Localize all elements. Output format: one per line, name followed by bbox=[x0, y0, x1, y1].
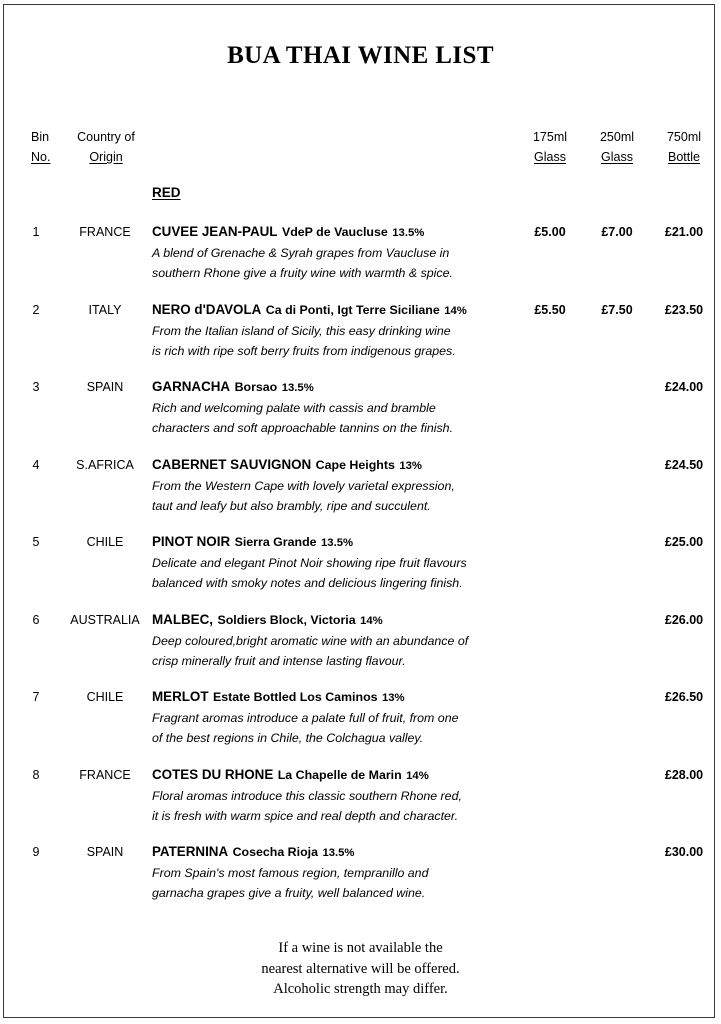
wine-producer: Borsao bbox=[234, 380, 278, 394]
wine-description-line-2: crisp minerally fruit and intense lasting flavour. bbox=[152, 653, 406, 668]
wine-bin-number: 1 bbox=[32, 225, 40, 239]
wine-description-line-1: From the Western Cape with lovely varietal expression, bbox=[152, 478, 455, 493]
table-row bbox=[0, 687, 721, 765]
wine-country: FRANCE bbox=[79, 225, 131, 239]
wine-price-750ml: £28.00 bbox=[664, 767, 704, 782]
wine-country: FRANCE bbox=[79, 767, 131, 782]
wine-description-line-1: From Spain's most famous region, tempranillo and bbox=[152, 866, 429, 880]
wine-name bbox=[152, 610, 497, 631]
wine-price-750ml: £24.00 bbox=[664, 380, 704, 394]
wine-description-line-2: is rich with ripe soft berry fruits from indigenous grapes. bbox=[152, 343, 456, 358]
column-header-country bbox=[56, 127, 156, 167]
column-header-750ml-serving: Bottle bbox=[668, 150, 700, 164]
wine-description-line-2: of the best regions in Chile, the Colchagua valley. bbox=[152, 731, 424, 745]
wine-details bbox=[152, 455, 497, 516]
column-header-250ml-size: 250ml bbox=[599, 130, 635, 144]
wine-price-175ml: £5.50 bbox=[534, 302, 566, 317]
wine-grape: PATERNINA bbox=[152, 844, 229, 859]
section-heading-red: RED bbox=[152, 185, 181, 200]
table-row bbox=[0, 222, 721, 300]
wine-details bbox=[152, 687, 497, 748]
wine-price-750ml: £23.50 bbox=[664, 302, 704, 317]
wine-producer: Sierra Grande bbox=[234, 535, 317, 549]
column-header-bin-line1: Bin bbox=[31, 130, 50, 144]
wine-description-line-2: southern Rhone give a fruity wine with warmth & spice. bbox=[152, 266, 453, 280]
wine-details bbox=[152, 610, 497, 671]
wine-description-line-2: characters and soft approachable tannins on the finish. bbox=[152, 421, 454, 435]
column-header-bin-line2: No. bbox=[31, 150, 51, 164]
wine-country: CHILE bbox=[86, 690, 124, 704]
table-row bbox=[0, 377, 721, 455]
wine-grape: GARNACHA bbox=[152, 379, 231, 394]
wine-abv: 14% bbox=[444, 304, 467, 317]
wine-description-line-2: taut and leafy but also brambly, ripe and succulent. bbox=[152, 498, 431, 513]
wine-details bbox=[152, 532, 497, 593]
wine-producer: La Chapelle de Marin bbox=[277, 767, 402, 782]
table-row bbox=[0, 455, 721, 533]
column-header-bin bbox=[31, 127, 50, 167]
column-header-175ml-size: 175ml bbox=[532, 130, 568, 144]
wine-bin-number: 3 bbox=[32, 380, 40, 394]
wine-name bbox=[152, 842, 497, 863]
wine-abv: 13% bbox=[399, 459, 422, 472]
wine-abv: 13.5% bbox=[321, 537, 354, 549]
wine-price-750ml: £26.50 bbox=[664, 690, 704, 704]
wine-bin-number: 2 bbox=[32, 302, 40, 317]
footer-note bbox=[0, 938, 721, 1000]
wine-grape: CABERNET SAUVIGNON bbox=[152, 456, 312, 472]
wine-country: AUSTRALIA bbox=[70, 612, 140, 627]
wine-details bbox=[152, 222, 497, 283]
wine-bin-number: 5 bbox=[32, 535, 40, 549]
wine-abv: 13.5% bbox=[322, 847, 355, 859]
wine-description-line-1: Delicate and elegant Pinot Noir showing ripe fruit flavours bbox=[152, 556, 467, 570]
wine-name bbox=[152, 532, 497, 553]
wine-details bbox=[152, 765, 497, 826]
wine-price-750ml: £26.00 bbox=[664, 612, 704, 627]
column-header-250ml-serving: Glass bbox=[601, 150, 633, 164]
wine-details bbox=[152, 300, 497, 361]
wine-grape: MERLOT bbox=[152, 689, 209, 704]
wine-country: S.AFRICA bbox=[76, 457, 134, 472]
wine-description-line-2: garnacha grapes give a fruity, well balanced wine. bbox=[152, 886, 426, 900]
wine-country: ITALY bbox=[88, 302, 122, 317]
column-header-175ml-serving: Glass bbox=[534, 150, 566, 164]
wine-producer: Ca di Ponti, Igt Terre Siciliane bbox=[265, 302, 440, 317]
wine-country: SPAIN bbox=[86, 845, 124, 859]
wine-bin-number: 7 bbox=[32, 690, 40, 704]
wine-country: CHILE bbox=[86, 535, 124, 549]
wine-price-175ml: £5.00 bbox=[534, 225, 566, 239]
wine-grape: COTES DU RHONE bbox=[152, 766, 274, 782]
column-header-country-line1: Country of bbox=[77, 130, 135, 144]
wine-description-line-1: Rich and welcoming palate with cassis and bramble bbox=[152, 401, 436, 415]
wine-price-750ml: £30.00 bbox=[664, 845, 704, 859]
wine-name bbox=[152, 300, 497, 321]
wine-abv: 14% bbox=[360, 614, 383, 627]
wine-description-line-2: it is fresh with warm spice and real depth and character. bbox=[152, 808, 459, 823]
wine-details bbox=[152, 842, 497, 903]
wine-abv: 13.5% bbox=[392, 227, 425, 239]
wine-description-line-2: balanced with smoky notes and delicious lingering finish. bbox=[152, 576, 463, 590]
wine-price-750ml: £21.00 bbox=[664, 225, 704, 239]
wine-name bbox=[152, 765, 497, 786]
wine-details bbox=[152, 377, 497, 438]
wine-description-line-1: From the Italian island of Sicily, this easy drinking wine bbox=[152, 323, 451, 338]
wine-description-line-1: Deep coloured,bright aromatic wine with an abundance of bbox=[152, 633, 469, 648]
table-row bbox=[0, 765, 721, 843]
wine-list bbox=[0, 222, 721, 920]
table-row bbox=[0, 842, 721, 920]
wine-grape: CUVEE JEAN-PAUL bbox=[152, 224, 278, 239]
wine-name bbox=[152, 377, 497, 398]
column-header-750ml bbox=[645, 127, 721, 167]
wine-name bbox=[152, 687, 497, 708]
wine-description-line-1: Fragrant aromas introduce a palate full of fruit, from one bbox=[152, 711, 459, 725]
wine-grape: PINOT NOIR bbox=[152, 534, 231, 549]
wine-abv: 14% bbox=[406, 769, 429, 782]
wine-bin-number: 8 bbox=[32, 767, 40, 782]
wine-description-line-1: A blend of Grenache & Syrah grapes from Vaucluse in bbox=[152, 246, 450, 260]
table-row bbox=[0, 532, 721, 610]
wine-abv: 13.5% bbox=[281, 382, 314, 394]
wine-grape: NERO d'DAVOLA bbox=[152, 301, 262, 317]
wine-price-750ml: £24.50 bbox=[664, 457, 704, 472]
wine-producer: Soldiers Block, Victoria bbox=[217, 612, 356, 627]
table-row bbox=[0, 300, 721, 378]
wine-producer: VdeP de Vaucluse bbox=[281, 225, 388, 239]
wine-bin-number: 9 bbox=[32, 845, 40, 859]
wine-producer: Cape Heights bbox=[315, 457, 395, 472]
wine-price-250ml: £7.00 bbox=[601, 225, 633, 239]
wine-name bbox=[152, 222, 497, 243]
wine-bin-number: 4 bbox=[32, 457, 40, 472]
wine-price-250ml: £7.50 bbox=[601, 302, 633, 317]
table-row bbox=[0, 610, 721, 688]
page-title: BUA THAI WINE LIST bbox=[227, 42, 494, 69]
wine-abv: 13% bbox=[381, 692, 405, 704]
wine-price-750ml: £25.00 bbox=[664, 535, 704, 549]
wine-bin-number: 6 bbox=[32, 612, 40, 627]
wine-name bbox=[152, 455, 497, 476]
wine-grape: MALBEC, bbox=[152, 611, 213, 627]
column-header-750ml-size: 750ml bbox=[666, 130, 702, 144]
footer-line-3: Alcoholic strength may differ. bbox=[273, 981, 448, 997]
footer-line-2: nearest alternative will be offered. bbox=[261, 960, 460, 977]
wine-description-line-1: Floral aromas introduce this classic southern Rhone red, bbox=[152, 788, 462, 803]
wine-producer: Estate Bottled Los Caminos bbox=[212, 690, 378, 704]
wine-country: SPAIN bbox=[86, 380, 124, 394]
footer-line-1: If a wine is not available the bbox=[278, 940, 443, 956]
column-header-country-line2: Origin bbox=[89, 150, 123, 164]
wine-producer: Cosecha Rioja bbox=[232, 845, 318, 859]
